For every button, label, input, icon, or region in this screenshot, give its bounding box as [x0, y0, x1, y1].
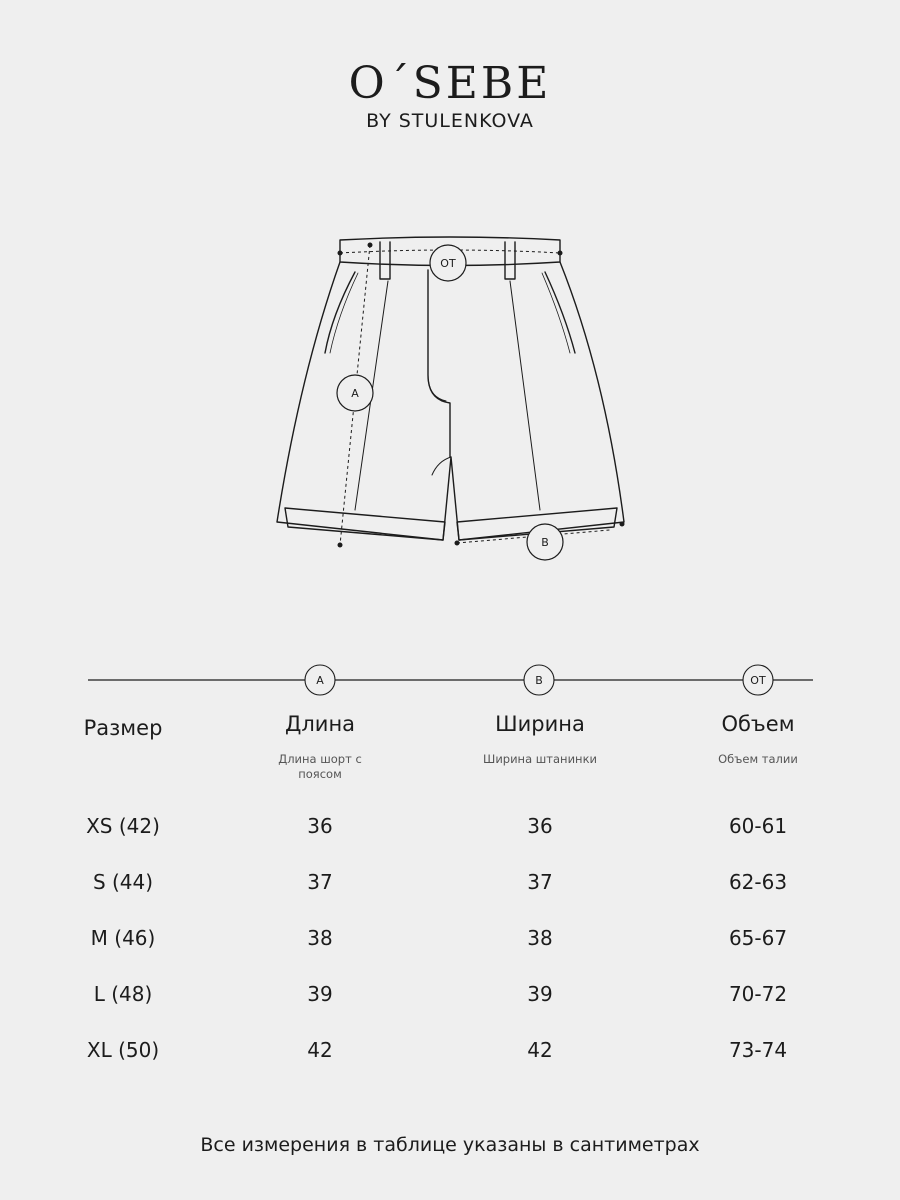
- cell-length: 38: [307, 926, 333, 950]
- cell-width: 38: [527, 926, 553, 950]
- point-leg-right: [620, 522, 625, 527]
- divider-marker-a-label: A: [316, 674, 324, 687]
- table-subheader: [0, 752, 900, 792]
- cell-size: S (44): [92, 870, 154, 894]
- fly-seam: [428, 270, 446, 401]
- pocket-left: [325, 272, 355, 353]
- subheader-volume: Объем талии: [718, 752, 798, 766]
- pocket-right: [545, 272, 575, 353]
- cuff-left: [285, 508, 445, 540]
- cell-width: 39: [527, 982, 553, 1006]
- cell-size: XL (50): [86, 1038, 160, 1062]
- subheader-length: Длина шорт с поясом: [278, 752, 362, 781]
- divider-marker-ot-label: OT: [750, 674, 766, 687]
- brand-logo: [0, 60, 900, 132]
- belt-loop-right: [505, 242, 515, 279]
- marker-b-label: B: [541, 536, 549, 549]
- pocket-left-inner: [330, 273, 358, 353]
- header-width: Ширина: [495, 712, 585, 736]
- header-length: Длина: [284, 712, 356, 736]
- cell-length: 36: [307, 814, 333, 838]
- divider-marker-b-label: B: [535, 674, 543, 687]
- point-waist-left: [338, 251, 343, 256]
- cell-volume: 73-74: [728, 1038, 788, 1062]
- shorts-diagram: [260, 225, 640, 575]
- table-header: [0, 712, 900, 744]
- cell-length: 37: [307, 870, 333, 894]
- cell-width: 37: [527, 870, 553, 894]
- fly: [428, 270, 450, 457]
- pleat-right: [510, 281, 540, 510]
- table-divider: [88, 662, 813, 698]
- header-size: Размер: [83, 716, 163, 740]
- cell-size: XS (42): [86, 814, 160, 838]
- crotch-detail: [432, 457, 451, 475]
- pocket-right-inner: [542, 273, 570, 353]
- cell-size: L (48): [93, 982, 153, 1006]
- brand-name: O´SEBE: [348, 58, 552, 109]
- footer-note: Все измерения в таблице указаны в сантиметрах: [200, 1134, 700, 1156]
- shorts-outline: [277, 262, 624, 540]
- cell-width: 36: [527, 814, 553, 838]
- point-length-top: [368, 243, 373, 248]
- cell-length: 39: [307, 982, 333, 1006]
- shorts-sketch: [260, 225, 640, 575]
- cell-width: 42: [527, 1038, 553, 1062]
- cell-volume: 62-63: [728, 870, 788, 894]
- belt-loop-left: [380, 242, 390, 279]
- cell-length: 42: [307, 1038, 333, 1062]
- cell-size: M (46): [90, 926, 156, 950]
- cell-volume: 65-67: [728, 926, 788, 950]
- subheader-width: Ширина штанинки: [483, 752, 597, 766]
- point-leg-left: [455, 541, 460, 546]
- point-waist-right: [558, 251, 563, 256]
- marker-ot-label: OT: [440, 257, 456, 270]
- header-volume: Объем: [721, 712, 795, 736]
- cell-volume: 60-61: [728, 814, 788, 838]
- marker-a-label: A: [351, 387, 359, 400]
- cell-volume: 70-72: [728, 982, 788, 1006]
- point-length-bottom: [338, 543, 343, 548]
- brand-subtitle: BY STULENKOVA: [366, 110, 534, 132]
